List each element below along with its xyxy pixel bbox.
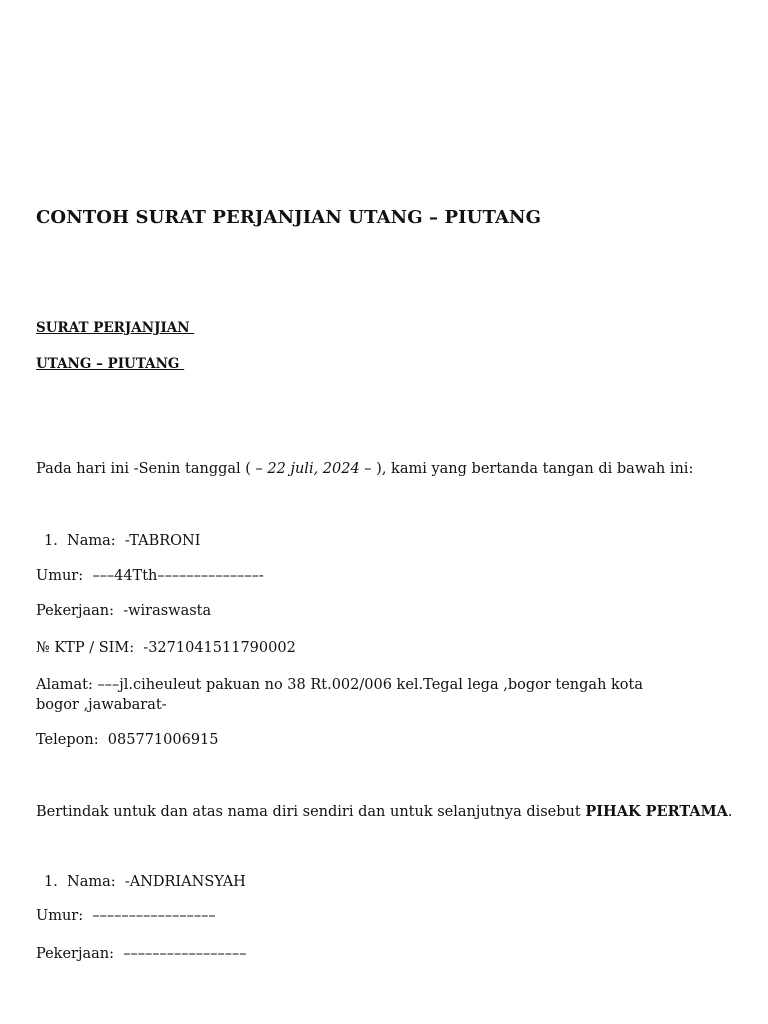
heading-line-1: SURAT PERJANJIAN: [36, 320, 195, 336]
statement-suffix: .: [727, 804, 733, 820]
party-one-alamat: Alamat: –––jl.ciheuleut pakuan no 38 Rt.002/006 kel.Tegal lega ,bogor tengah kota bogor ,jawabarat-: [36, 677, 644, 713]
opening-date: – 22 juli, 2024 –: [255, 461, 372, 477]
party-one-pekerjaan: Pekerjaan: -wiraswasta: [36, 603, 212, 619]
party-one-statement: [36, 803, 733, 820]
party-two-nama: Nama: -ANDRIANSYAH: [67, 874, 246, 890]
opening-paragraph: [36, 461, 693, 477]
opening-suffix: ), kami yang bertanda tangan di bawah ini:: [371, 461, 694, 477]
party-one-telepon: Telepon: 085771006915: [36, 732, 219, 748]
statement-prefix: Bertindak untuk dan atas nama diri sendiri dan untuk selanjutnya disebut: [36, 804, 586, 820]
party-one-ktp: № KTP / SIM: -3271041511790002: [36, 640, 296, 656]
heading-line-2: UTANG – PIUTANG: [36, 356, 185, 372]
party-two-pekerjaan: Pekerjaan: –––––––––––––––––: [36, 946, 247, 962]
party-one-nama: Nama: -TABRONI: [67, 533, 201, 549]
party-one-umur: Umur: –––44Tth––––––––––––––-: [36, 568, 264, 584]
party-one-number: 1.: [44, 533, 58, 549]
party-two-umur: Umur: –––––––––––––––––: [36, 908, 216, 924]
opening-prefix: Pada hari ini -Senin tanggal (: [36, 461, 256, 477]
party-two-number: 1.: [44, 874, 58, 890]
pihak-pertama-label: PIHAK PERTAMA: [585, 803, 728, 820]
document-title: CONTOH SURAT PERJANJIAN UTANG – PIUTANG: [36, 207, 542, 228]
